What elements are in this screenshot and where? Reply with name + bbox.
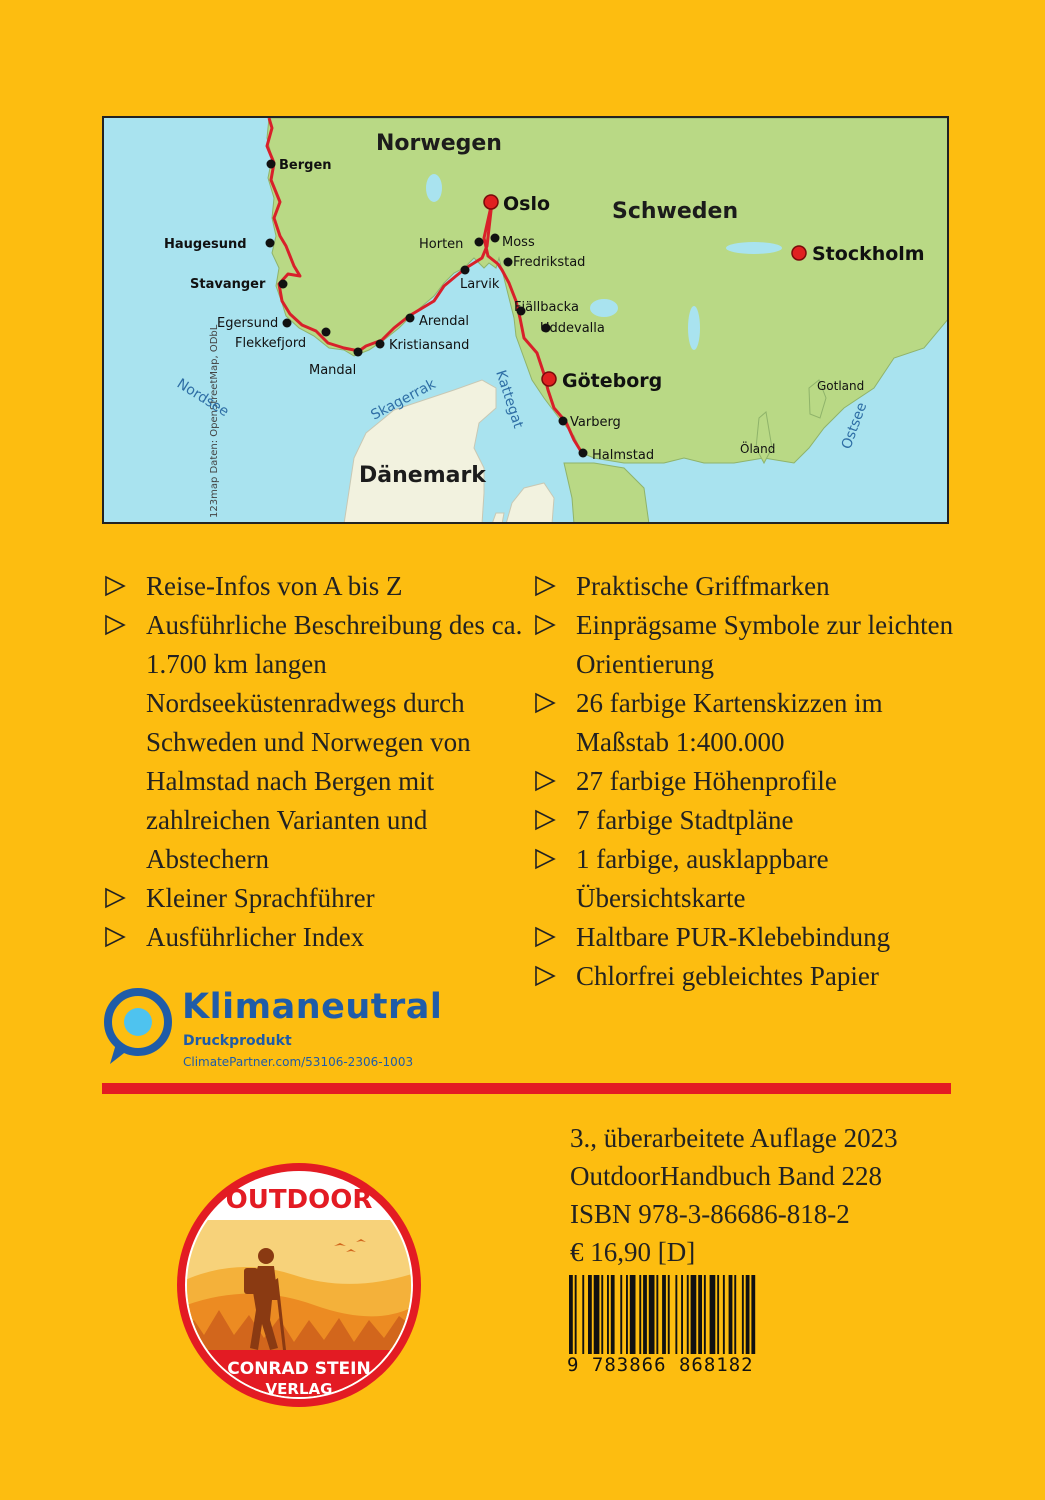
label-moss: Moss — [502, 235, 535, 250]
feature-text: Chlorfrei gebleichtes Papier — [576, 961, 879, 991]
climate-neutral-logo — [102, 984, 522, 1074]
feature-text: Kleiner Sprachführer — [146, 883, 375, 913]
label-fjallbacka: Fjällbacka — [514, 300, 579, 315]
barcode-digits: 9 783866 868182 — [565, 1354, 817, 1376]
climate-partner-icon — [102, 984, 180, 1074]
outdoor-badge-graphic — [174, 1160, 424, 1410]
label-kattegat: Kattegat — [492, 368, 526, 431]
label-schweden: Schweden — [612, 199, 739, 224]
feature-item — [104, 879, 524, 918]
feature-text: 7 farbige Stadtpläne — [576, 805, 794, 835]
town-marker — [354, 348, 363, 357]
label-horten: Horten — [419, 237, 464, 252]
label-larvik: Larvik — [460, 277, 500, 292]
label-goteborg: Göteborg — [562, 370, 663, 392]
label-nordsee: Nordsee — [173, 375, 232, 421]
label-oland: Öland — [740, 442, 776, 456]
label-haugesund: Haugesund — [164, 237, 247, 252]
feature-text: 1 farbige, ausklappbare Übersichtskarte — [576, 844, 829, 913]
label-skagerrak: Skagerrak — [368, 376, 439, 424]
feature-text: 27 farbige Höhenprofile — [576, 766, 837, 796]
feature-item — [534, 762, 954, 801]
feature-text: 26 farbige Kartenskizzen im Maßstab 1:400.000 — [576, 688, 883, 757]
label-halmstad: Halmstad — [592, 448, 655, 463]
imprint-block — [570, 1119, 898, 1271]
triangle-bullet-icon — [534, 770, 556, 792]
label-fredrikstad: Fredrikstad — [513, 255, 586, 270]
triangle-bullet-icon — [104, 926, 126, 948]
town-marker — [266, 239, 275, 248]
feature-text: Ausführliche Beschreibung des ca. 1.700 km langen Nordseeküstenradwegs durch Schweden und Norwegen von Halmstad nach Bergen mit zahlreichen Varianten und Abstechern — [146, 610, 523, 874]
town-marker — [461, 266, 470, 275]
feature-text: Ausführlicher Index — [146, 922, 365, 952]
town-marker — [504, 258, 513, 267]
capital-marker — [484, 195, 498, 209]
publisher-badge — [174, 1160, 424, 1410]
label-varberg: Varberg — [570, 415, 621, 430]
label-ostsee: Ostsee — [838, 400, 871, 452]
label-norwegen: Norwegen — [376, 131, 502, 156]
town-marker — [322, 328, 331, 337]
town-marker — [267, 160, 276, 169]
capital-marker — [792, 246, 806, 260]
badge-publisher-line1: CONRAD STEIN — [227, 1359, 371, 1379]
town-marker — [406, 314, 415, 323]
feature-list-left — [104, 567, 524, 957]
label-stockholm: Stockholm — [812, 243, 925, 265]
town-marker — [491, 234, 500, 243]
triangle-bullet-icon — [534, 614, 556, 636]
label-gotland: Gotland — [817, 379, 865, 393]
climate-url: ClimatePartner.com/53106-2306-1003 — [183, 1055, 414, 1069]
town-marker — [376, 340, 385, 349]
feature-item — [104, 918, 524, 957]
triangle-bullet-icon — [534, 692, 556, 714]
feature-item — [534, 801, 954, 840]
feature-item — [534, 606, 954, 684]
price-text: € 16,90 [D] — [570, 1237, 696, 1267]
label-flekkefjord: Flekkefjord — [235, 336, 307, 351]
feature-text: Haltbare PUR-Klebebindung — [576, 922, 891, 952]
feature-text: Praktische Griffmarken — [576, 571, 830, 601]
triangle-bullet-icon — [534, 575, 556, 597]
label-stavanger: Stavanger — [190, 277, 266, 292]
capital-marker — [542, 372, 556, 386]
badge-title: OUTDOOR — [225, 1185, 373, 1215]
isbn-text: ISBN 978-3-86686-818-2 — [570, 1199, 850, 1229]
feature-item — [534, 918, 954, 957]
triangle-bullet-icon — [534, 809, 556, 831]
feature-text: Einprägsame Symbole zur leichten Orientierung — [576, 610, 954, 679]
triangle-bullet-icon — [534, 926, 556, 948]
feature-item — [534, 957, 954, 996]
series-text: OutdoorHandbuch Band 228 — [570, 1161, 882, 1191]
triangle-bullet-icon — [534, 965, 556, 987]
label-egersund: Egersund — [217, 316, 279, 331]
feature-item — [104, 567, 524, 606]
label-oslo: Oslo — [503, 193, 551, 215]
town-marker — [283, 319, 292, 328]
divider-rule — [102, 1083, 951, 1094]
town-marker — [475, 238, 484, 247]
feature-text: Reise-Infos von A bis Z — [146, 571, 403, 601]
town-marker — [579, 449, 588, 458]
label-kristiansand: Kristiansand — [389, 338, 470, 353]
label-mandal: Mandal — [309, 363, 357, 378]
feature-item — [104, 606, 524, 879]
feature-item — [534, 684, 954, 762]
climate-title: Klimaneutral — [182, 987, 443, 1027]
feature-list-right — [534, 567, 954, 996]
label-arendal: Arendal — [419, 314, 470, 329]
triangle-bullet-icon — [104, 614, 126, 636]
climate-subtitle: Druckprodukt — [183, 1033, 292, 1049]
label-bergen: Bergen — [279, 158, 332, 173]
feature-item — [534, 567, 954, 606]
badge-publisher-line2: VERLAG — [265, 1380, 333, 1398]
map-credit-text: STEPMAP © Stepmap, 123map Daten: OpenStreetMap, ODbL — [209, 324, 220, 632]
town-marker — [559, 417, 568, 426]
town-marker — [279, 280, 288, 289]
label-daenemark: Dänemark — [359, 463, 486, 488]
feature-item — [534, 840, 954, 918]
label-uddevalla: Uddevalla — [540, 321, 605, 336]
edition-text: 3., überarbeitete Auflage 2023 — [570, 1123, 898, 1153]
triangle-bullet-icon — [534, 848, 556, 870]
triangle-bullet-icon — [104, 887, 126, 909]
triangle-bullet-icon — [104, 575, 126, 597]
